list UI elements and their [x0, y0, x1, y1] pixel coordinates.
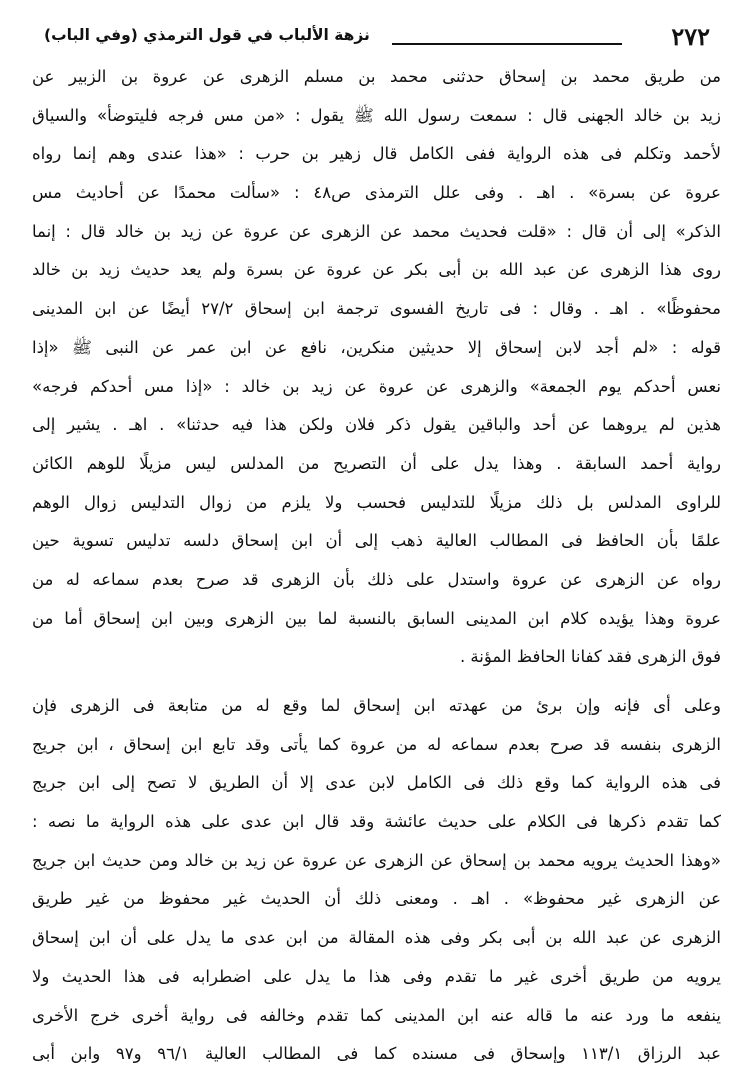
page-number: ٢٧٢: [671, 22, 710, 51]
page-header: [40, 22, 714, 62]
text-line: الذكر» إلى أن قال : «قلت فحديث محمد عن الزهرى عن عروة عن زيد بن خالد قال : إنما: [32, 221, 721, 241]
paragraph-2: [32, 687, 721, 1065]
text-line: «وهذا الحديث يرويه محمد بن إسحاق عن الزهرى عن عروة عن زيد بن خالد ومن حديث ابن جريج: [32, 850, 721, 870]
text-line: عروة عن بسرة» . اهـ . وفى علل الترمذى ص٤٨ : «سألت محمدًا عن أحاديث مس: [32, 183, 721, 203]
text-line: لأحمد وتكلم فى هذه الرواية ففى الكامل قال زهير بن حرب : «هذا عندى وهم إنما رواه: [32, 144, 721, 164]
text-line: يرويه من طريق أخرى غير ما تقدم وفى هذا ما يدل على اضطرابه فى هذا الحديث ولا: [32, 966, 721, 986]
text-line: محفوظًا» . اهـ . وقال : فى تاريخ الفسوى ترجمة ابن إسحاق ٢٧/٢ أيضًا عن ابن المدينى: [32, 299, 721, 319]
text-line: للراوى المدلس بل ذلك مزيلًا للتدليس فحسب ولا يلزم من زوال التدليس زوال الوهم: [32, 492, 721, 512]
paragraph-gap: [32, 677, 721, 687]
paragraph-1: [32, 58, 721, 677]
text-line: رواه عن الزهرى عن عروة واستدل على ذلك بأن الزهرى قد صرح بعدم سماعه له من: [32, 569, 721, 589]
text-line: رواية أحمد السابقة . وهذا يدل على أن التصريح من المدلس ليس مزيلًا للوهم الكائن: [32, 453, 721, 473]
text-line: زيد بن خالد الجهنى قال : سمعت رسول الله ﷺ يقول : «من مس فرجه فليتوضأ» والسياق: [32, 105, 721, 125]
text-line: ينفعه ما ورد عنه ما قاله عنه ابن المدينى كما تقدم وخالفه فى رواية أخرى خرج الأخرى: [32, 1005, 721, 1025]
text-line: فوق الزهرى فقد كفانا الحافظ المؤنة .: [459, 647, 721, 667]
text-line: هذين لم يروهما عن أحد والباقين يقول ذكر فلان ولكن هذا فيه حدثنا» . اهـ . يشير إلى: [32, 415, 721, 435]
text-line: كما تقدم ذكرها فى الكلام على حديث عائشة وقد قال ابن عدى على هذه الرواية ما نصه :: [32, 812, 721, 832]
text-line: فى هذه الرواية كما وقع ذلك فى الكامل لابن عدى إلا أن الطريق لا تصح إلى ابن جريج: [32, 773, 721, 793]
text-line: الزهرى عن عبد الله بن أبى بكر وفى هذه المقالة من ابن عدى ما يدل على أن ابن إسحاق: [32, 928, 721, 948]
text-line: علمًا بأن الحافظ فى المطالب العالية ذهب إلى أن ابن إسحاق دلسه تدليس تسوية حين: [32, 531, 721, 551]
text-line: عبد الرزاق ١١٣/١ وإسحاق فى مسنده كما فى المطالب العالية ٩٦/١ و٩٧ وابن أبى: [32, 1044, 721, 1064]
running-title: نزهة الألباب في قول الترمذي (وفي الباب): [44, 26, 370, 44]
text-line: الزهرى بنفسه قد صرح بعدم سماعه له من عروة كما يأتى وقد تابع ابن إسحاق ، ابن جريج: [32, 734, 721, 754]
text-line: من طريق محمد بن إسحاق حدثنى محمد بن مسلم الزهرى عن عروة بن الزبير عن: [32, 67, 721, 86]
text-line: روى هذا الزهرى عن عبد الله بن أبى بكر عن عروة عن بسرة ولم يعد حديث زيد بن خالد: [32, 260, 721, 280]
text-line: قوله : «لم أجد لابن إسحاق إلا حديثين منكرين، نافع عن ابن عمر عن النبى ﷺ «إذا: [32, 337, 721, 357]
header-rule: [392, 43, 622, 45]
text-line: عروة وهذا يؤيده كلام ابن المدينى السابق بالنسبة لما بين الزهرى وبين ابن إسحاق أما من: [32, 608, 721, 628]
body-text: [32, 58, 721, 1065]
text-line: وعلى أى فإنه وإن برئ من عهدته ابن إسحاق لما وقع له من متابعة فى الزهرى فإن: [32, 696, 721, 715]
text-line: نعس أحدكم يوم الجمعة» والزهرى عن عروة عن زيد بن خالد : «إذا مس أحدكم فرجه»: [32, 376, 721, 396]
text-line: عن الزهرى غير محفوظ» . اهـ . ومعنى ذلك أن الحديث غير محفوظ من غير طريق: [32, 889, 721, 909]
